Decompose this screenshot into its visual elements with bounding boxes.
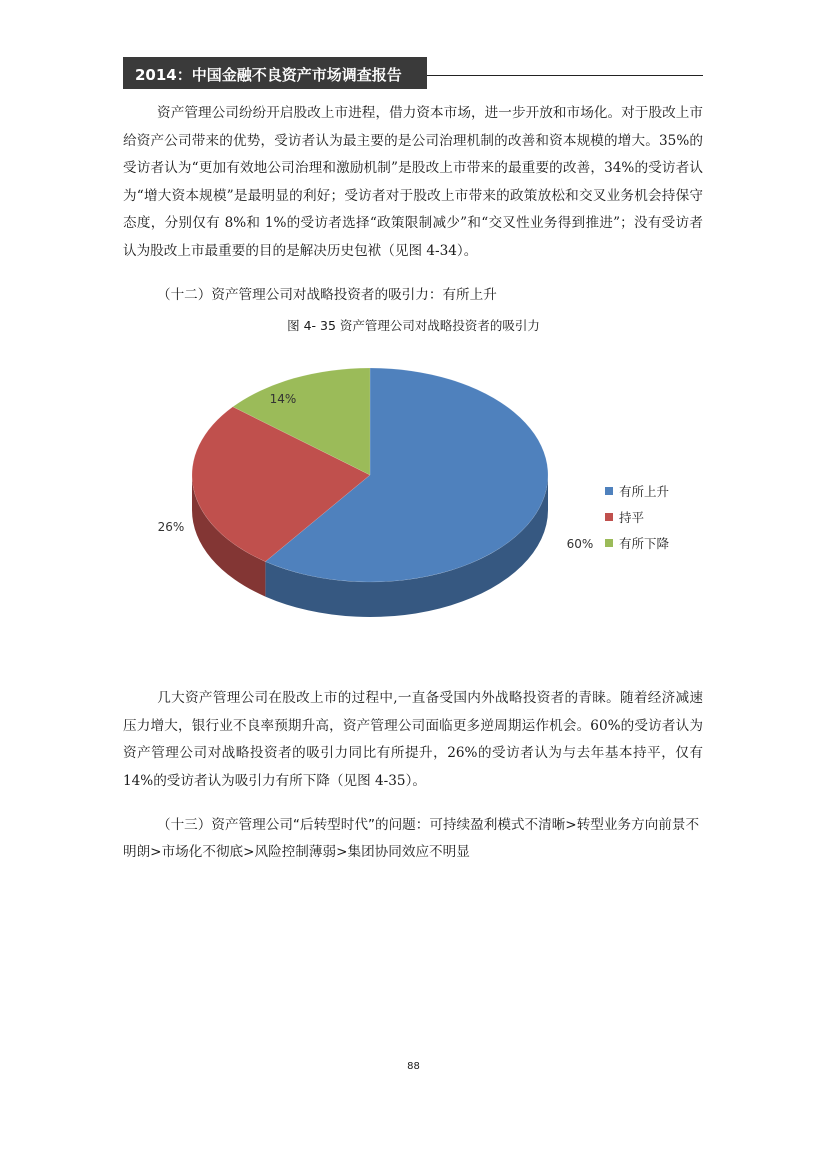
section-heading-12: （十二）资产管理公司对战略投资者的吸引力：有所上升	[157, 287, 497, 303]
paragraph-1-text: 资产管理公司纷纷开启股改上市进程，借力资本市场，进一步开放和市场化。对于股改上市给资产公司带来的优势，受访者认为最主要的是公司治理机制的改善和资本规模的增大。35%的受访者认为“更加有效地公司治理和激励机制”是股改上市带来的最重要的改善，34%的受访者认为“增大资本规模”是最明显的利好；受访者对于股改上市带来的政策放松和交叉业务机会持保守态度，分别仅有 8%和 1%的受访者选择“政策限制减少”和“交叉性业务得到推进”；没有受访者认为股改上市最重要的目的是解决历史包袱（见图 4-34）。	[123, 105, 703, 259]
paragraph-1	[123, 100, 703, 265]
header-title: 2014：中国金融不良资产市场调查报告	[135, 66, 402, 84]
section-heading-13	[123, 812, 708, 866]
legend-label: 有所上升	[619, 484, 670, 499]
legend-swatch	[605, 539, 613, 547]
pie-label-2: 14%	[269, 392, 297, 406]
legend-item	[605, 478, 669, 504]
legend-label: 有所下降	[619, 536, 670, 551]
legend-swatch	[605, 513, 613, 521]
figure-caption: 图 4- 35 资产管理公司对战略投资者的吸引力	[287, 318, 540, 333]
section-heading-13-text: （十三）资产管理公司“后转型时代”的问题：可持续盈利模式不清晰>转型业务方向前景不明朗>市场化不彻底>风险控制薄弱>集团协同效应不明显	[123, 817, 700, 860]
legend-label: 持平	[619, 510, 645, 525]
legend-item	[605, 530, 669, 556]
legend-item	[605, 504, 669, 530]
paragraph-2	[123, 685, 703, 795]
pie-label-1: 26%	[157, 520, 185, 534]
chart-legend	[605, 478, 669, 556]
page-number: 88	[407, 1061, 420, 1072]
header-band	[123, 57, 427, 89]
pie-label-0: 60%	[566, 537, 594, 551]
legend-swatch	[605, 487, 613, 495]
paragraph-2-text: 几大资产管理公司在股改上市的过程中,一直备受国内外战略投资者的青睐。随着经济减速压力增大，银行业不良率预期升高，资产管理公司面临更多逆周期运作机会。60%的受访者认为资产管理公司对战略投资者的吸引力同比有所提升，26%的受访者认为与去年基本持平，仅有 14%的受访者认为吸引力有所下降（见图 4-35）。	[123, 690, 703, 789]
header-rule	[427, 75, 703, 76]
pie-chart	[123, 345, 683, 645]
